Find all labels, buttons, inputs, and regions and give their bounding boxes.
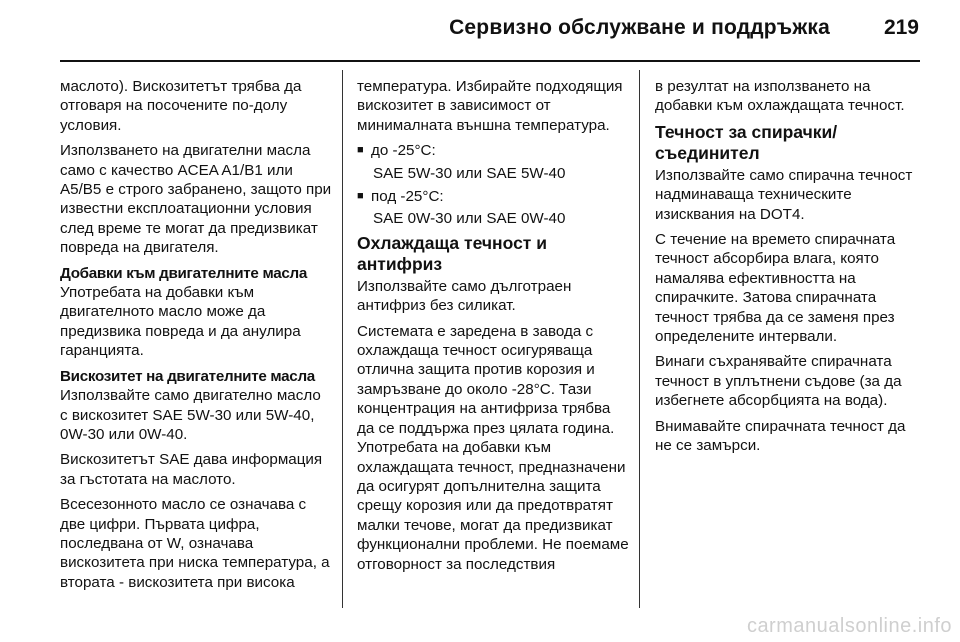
list-item-label: под -25°C: [371,188,444,206]
paragraph: Използвайте само дълготраен антифриз без силикат. [357,277,572,315]
page-header-title: Сервизно обслужване и поддръжка [449,16,830,39]
text-column-3 [655,77,923,617]
paragraph: Системата е заредена в завода с охлаждаща течност осигуряваща отлична защита против корозия и замръзване до около -28°C. Тази концентрация на антифриза трябва да се поддържа през цялата година. Употребата на добавки към охлаждащата течност, предназначени да осигурят допълнителна защита срещу корозия или да предотвратят малки течове, могат да предизвикат функционални проблеми. Не поемаме отговорност за последствия [357,322,629,573]
list-item-value: SAE 0W-30 или SAE 0W-40 [373,210,566,228]
list-item [357,187,629,229]
list-item [357,141,629,183]
paragraph: Вискозитетът SAE дава информация за гъстотата на маслото. [60,451,323,488]
paragraph: в резултат на използването на добавки към охлаждащата течност. [655,78,905,115]
list-item-value: SAE 5W-30 или SAE 5W-40 [373,164,566,182]
subheading-oil-additives: Добавки към двигателните масла [60,264,307,282]
subheading-oil-viscosity: Вискозитет на двигателните масла [60,367,315,385]
square-bullet-icon: ■ [357,190,364,203]
section-heading-coolant: Охлаждаща течност и антифриз [357,232,547,274]
column-divider [342,70,343,608]
paragraph: маслото). Вискозитетът трябва да отговаря на посочените по-долу условия. [60,78,302,134]
text-column-2 [357,77,629,617]
header-rule [60,60,920,62]
page-number: 219 [883,16,919,39]
site-watermark: carmanualsonline.info [746,615,952,637]
column-divider [639,70,640,608]
paragraph: температура. Избирайте подходящия вискозитет в зависимост от минималната външна температура. [357,78,623,134]
paragraph: Използването на двигателни масла само с качество ACEA A1/B1 или A5/B5 е строго забранено, защото при известни експлоатационни условия след време те могат да предизвикат повреда на двигателя. [60,142,332,257]
list-item-label: до -25°C: [371,142,436,160]
text-column-1 [60,77,332,617]
paragraph: С течение на времето спирачната течност абсорбира влага, която намалява ефективността на спирачките. Затова спирачната течност трябва да се заменя през определените интервали. [655,231,896,346]
temperature-list [357,141,629,229]
paragraph: Използвайте само двигателно масло с вискозитет SAE 5W-30 или 5W-40, 0W-30 или 0W-40. [60,387,321,443]
section-heading-brake-fluid: Течност за спирачки/ съединител [655,121,838,163]
paragraph: Винаги съхранявайте спирачната течност в уплътнени съдове (за да избегнете абсорбцията на вода). [655,353,902,410]
square-bullet-icon: ■ [357,144,364,157]
paragraph: Внимавайте спирачната течност да не се замърси. [655,417,906,455]
paragraph: Всесезонното масло се означава с две цифри. Първата цифра, последвана от W, означава вискозитета при ниска температура, а втората - вискозитета при висока [60,496,330,591]
paragraph: Употребата на добавки към двигателното масло може да предизвика повреда и да анулира гаранцията. [60,284,301,360]
paragraph: Използвайте само спирачна течност надминаваща техническите изисквания на DOT4. [655,166,913,223]
